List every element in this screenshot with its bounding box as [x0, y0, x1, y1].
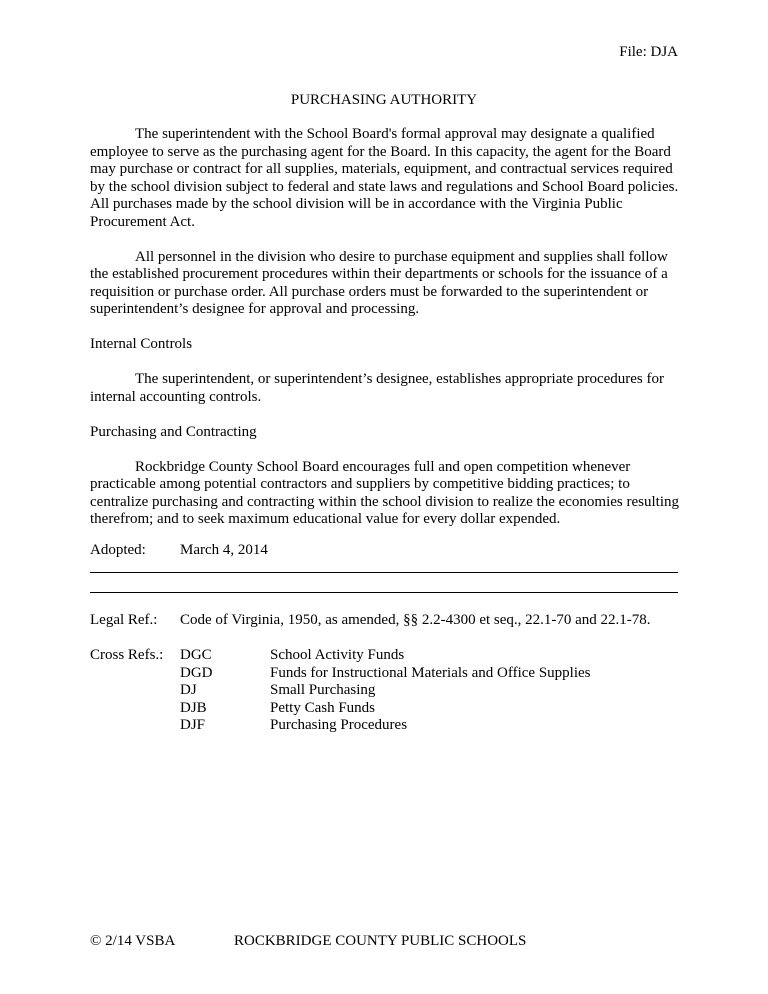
- file-code: File: DJA: [619, 44, 678, 60]
- cross-ref-title: School Activity Funds: [270, 647, 405, 663]
- document-title: PURCHASING AUTHORITY: [290, 92, 478, 108]
- heading-internal-controls: Internal Controls: [90, 336, 193, 352]
- cross-ref-item: [180, 647, 700, 665]
- cross-ref-code: DGC: [180, 647, 212, 663]
- adopted-label: Adopted:: [90, 542, 146, 558]
- cross-ref-code: DJ: [180, 682, 197, 698]
- paragraph-procurement-procedures: All personnel in the division who desire to purchase equipment and supplies shall follow the established procurement procedures within their departments or schools for the issuance of a requisition or purchase order. All purchase orders must be forwarded to the superintendent or superintendent’s designee for approval and processing.: [90, 248, 668, 317]
- divider-line: [90, 592, 678, 593]
- cross-ref-title: Purchasing Procedures: [270, 717, 408, 733]
- legal-ref-label: Legal Ref.:: [90, 612, 158, 628]
- cross-ref-item: [180, 665, 700, 683]
- cross-refs-label: Cross Refs.:: [90, 647, 164, 663]
- cross-ref-code: DJF: [180, 717, 206, 733]
- cross-ref-item: [180, 717, 700, 735]
- divider-line: [90, 572, 678, 573]
- cross-refs-list: [180, 647, 700, 735]
- cross-ref-title: Petty Cash Funds: [270, 699, 376, 716]
- legal-ref-text: Code of Virginia, 1950, as amended, §§ 2.2-4300 et seq., 22.1-70 and 22.1-78.: [180, 612, 651, 628]
- cross-ref-code: DGD: [180, 664, 213, 681]
- paragraph-competition: Rockbridge County School Board encourages full and open competition whenever practicable among potential contractors and suppliers by competitive bidding practices; to centralize purchasing and contracting within the school division to realize the economies resulting therefrom; and to seek maximum educational value for every dollar expended.: [90, 458, 679, 527]
- document-body: [90, 126, 680, 546]
- footer-copyright: © 2/14 VSBA: [90, 933, 176, 949]
- footer-school-name: ROCKBRIDGE COUNTY PUBLIC SCHOOLS: [234, 933, 527, 949]
- cross-ref-title: Small Purchasing: [270, 682, 376, 698]
- adopted-date: March 4, 2014: [180, 542, 268, 558]
- cross-ref-title: Funds for Instructional Materials and Office Supplies: [270, 664, 591, 681]
- cross-ref-item: [180, 700, 700, 718]
- paragraph-internal-controls: The superintendent, or superintendent’s designee, establishes appropriate procedures for internal accounting controls.: [90, 371, 664, 405]
- cross-ref-item: [180, 682, 700, 700]
- heading-purchasing-contracting: Purchasing and Contracting: [90, 423, 257, 440]
- cross-ref-code: DJB: [180, 699, 207, 716]
- paragraph-purchasing-agent: The superintendent with the School Board's formal approval may designate a qualified employee to serve as the purchasing agent for the Board. In this capacity, the agent for the Board may purchase or contract for all supplies, materials, equipment, and contractual services required by the school division subject to federal and state laws and regulations and School Board policies. All purchases made by the school division will be in accordance with the Virginia Public Procurement Act.: [90, 126, 679, 230]
